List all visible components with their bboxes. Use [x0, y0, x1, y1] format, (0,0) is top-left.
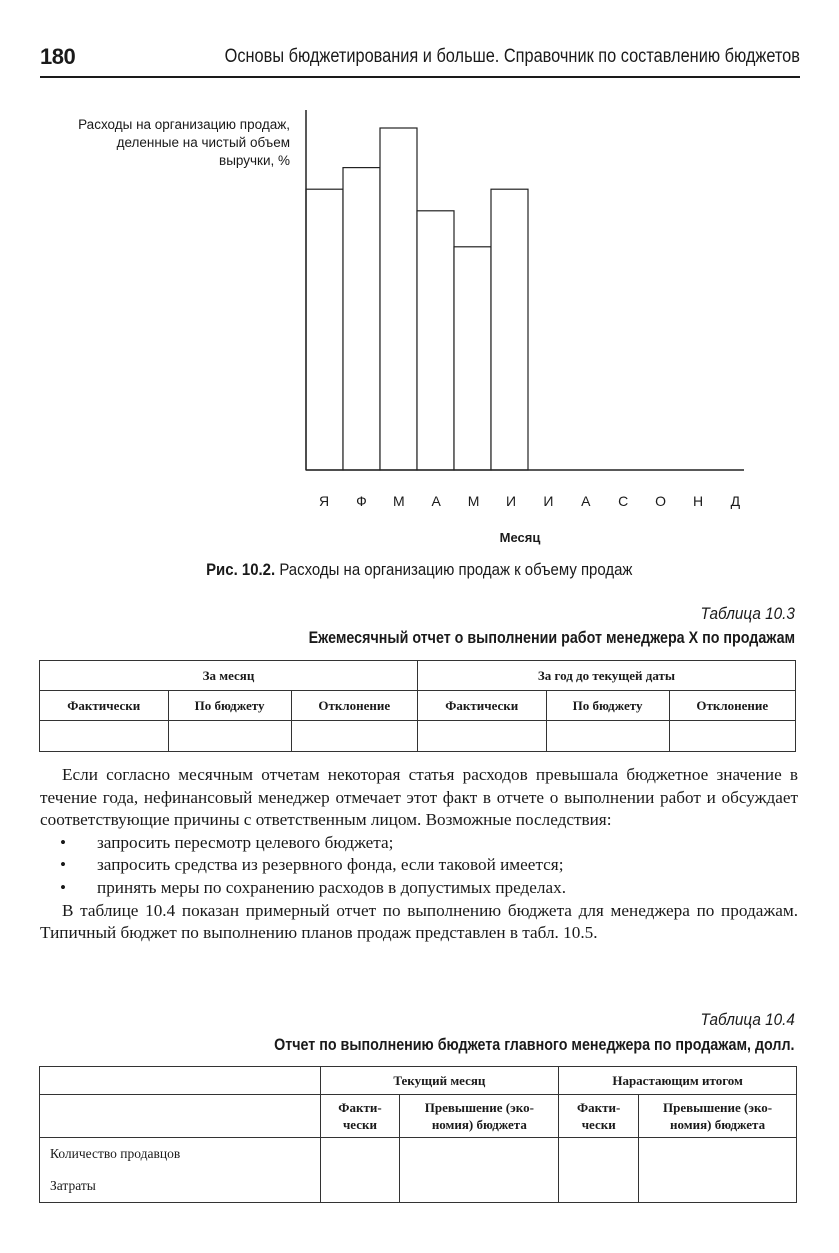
chart-xlabel: Месяц — [499, 530, 541, 545]
column-header-line: Превышение (эко- — [424, 1100, 534, 1115]
empty-cell — [639, 1170, 797, 1203]
row-label: Количество продавцов — [40, 1138, 321, 1171]
column-header-line: чески — [342, 1117, 377, 1132]
bar-6 — [491, 189, 528, 470]
empty-cell — [559, 1138, 639, 1171]
column-header: Фактически — [417, 691, 546, 721]
empty-cell — [669, 721, 795, 752]
bar-5 — [454, 247, 491, 470]
x-tick-label: И — [543, 493, 554, 509]
table-10-4-label: Таблица 10.4 — [700, 1010, 795, 1029]
bar-2 — [343, 168, 380, 470]
bar-chart — [0, 100, 839, 520]
column-header-line: Превышение (эко- — [663, 1100, 773, 1115]
bullet-list — [40, 832, 798, 900]
group-header: Текущий месяц — [320, 1067, 559, 1095]
bar-4 — [417, 211, 454, 470]
column-header: Отклонение — [669, 691, 795, 721]
x-tick-label: С — [618, 493, 629, 509]
page-number: 180 — [40, 44, 76, 69]
x-tick-label: М — [467, 493, 480, 509]
empty-header — [40, 1095, 321, 1138]
table-row — [40, 1138, 797, 1171]
column-header — [559, 1095, 639, 1138]
empty-cell — [168, 721, 291, 752]
table-row — [40, 721, 796, 752]
column-header: Фактически — [40, 691, 169, 721]
empty-cell — [639, 1138, 797, 1171]
empty-cell — [559, 1170, 639, 1203]
column-header-line: Факти- — [577, 1100, 621, 1115]
x-tick-label: М — [392, 493, 405, 509]
list-item — [40, 854, 798, 877]
column-header-line: номия) бюджета — [431, 1117, 527, 1132]
figure-caption-label: Рис. 10.2. — [206, 560, 276, 579]
table-10-3-title: Ежемесячный отчет о выполнении работ менеджера X по продажам — [308, 628, 795, 647]
figure-caption-text: Расходы на организацию продаж к объему продаж — [279, 560, 633, 579]
column-header — [639, 1095, 797, 1138]
x-tick-label: А — [431, 493, 441, 509]
running-title: Основы бюджетирования и больше. Справочник по составлению бюджетов — [224, 46, 800, 67]
bullet-icon: • — [60, 832, 67, 852]
empty-cell — [417, 721, 546, 752]
chart-ylabel: Расходы на организацию продаж, деленные на чистый объем выручки, % — [78, 117, 290, 168]
column-header: Отклонение — [291, 691, 417, 721]
empty-cell — [320, 1138, 400, 1171]
bullet-icon: • — [60, 877, 67, 897]
x-tick-label: Н — [692, 493, 704, 509]
list-item-text: запросить пересмотр целевого бюджета; — [97, 832, 394, 852]
bar-3 — [380, 128, 417, 470]
empty-cell — [400, 1138, 559, 1171]
table-10-3-label: Таблица 10.3 — [700, 604, 795, 623]
empty-cell — [400, 1170, 559, 1203]
column-header: По бюджету — [546, 691, 669, 721]
page-header — [40, 40, 800, 78]
column-header — [400, 1095, 559, 1138]
paragraph: В таблице 10.4 показан примерный отчет по выполнению бюджета для менеджера по продажам. Типичный бюджет по выполнению планов продаж представлен в табл. 10.5. — [40, 900, 798, 943]
x-tick-label: Д — [730, 493, 741, 509]
group-header: За месяц — [40, 661, 418, 691]
figure-caption — [0, 560, 839, 580]
x-tick-label: А — [581, 493, 591, 509]
empty-header — [40, 1067, 321, 1095]
empty-cell — [546, 721, 669, 752]
column-header: По бюджету — [168, 691, 291, 721]
list-item — [40, 832, 798, 855]
x-tick-label: Я — [318, 493, 330, 509]
paragraph: Если согласно месячным отчетам некоторая статья расходов превышала бюджетное значение в течение года, нефинансовый менеджер отмечает этот факт в отчете о выполнении работ и обсуждает соответствующие причины с ответственным лицом. Возможные последствия: — [40, 765, 798, 830]
list-item-text: запросить средства из резервного фонда, если таковой имеется; — [97, 855, 564, 875]
table-10-4 — [39, 1066, 797, 1203]
table-10-4-title: Отчет по выполнению бюджета главного менеджера по продажам, долл. — [274, 1035, 795, 1054]
column-header-line: чески — [581, 1117, 616, 1132]
bar-1 — [306, 189, 343, 470]
table-10-3 — [39, 660, 796, 752]
x-tick-label: И — [505, 493, 517, 509]
group-header: За год до текущей даты — [417, 661, 795, 691]
x-tick-label: О — [655, 493, 667, 509]
column-header-line: номия) бюджета — [670, 1117, 766, 1132]
empty-cell — [291, 721, 417, 752]
table-row — [40, 1170, 797, 1203]
group-header: Нарастающим итогом — [559, 1067, 797, 1095]
empty-cell — [40, 721, 169, 752]
bullet-icon: • — [60, 855, 67, 875]
list-item — [40, 877, 798, 900]
x-tick-label: Ф — [356, 493, 367, 509]
body-text — [40, 764, 798, 945]
column-header — [320, 1095, 400, 1138]
row-label: Затраты — [40, 1170, 321, 1203]
column-header-line: Факти- — [338, 1100, 382, 1115]
empty-cell — [320, 1170, 400, 1203]
list-item-text: принять меры по сохранению расходов в допустимых пределах. — [97, 877, 567, 897]
